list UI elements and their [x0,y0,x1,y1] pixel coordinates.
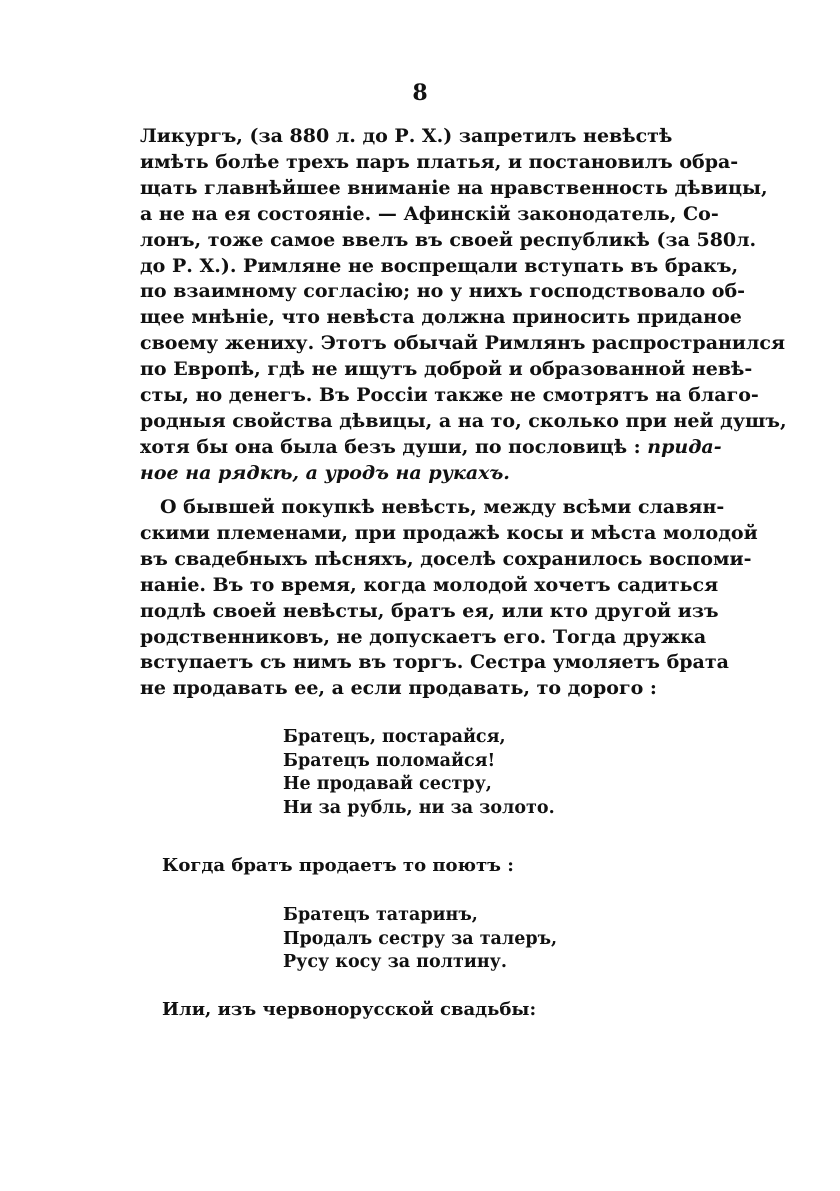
verse-line: Братецъ, постарайся, [283,727,506,747]
text-line: по Европѣ, гдѣ не ищутъ доброй и образованной невѣ- [140,358,753,381]
text-line: не продавать ее, а если продавать, то дорого : [140,677,657,700]
text-line [140,435,722,461]
text-line: щать главнѣйшее вниманіе на нравственность дѣвицы, [140,176,768,199]
text-line: въ свадебныхъ пѣсняхъ, доселѣ сохранилось воспоми- [140,547,752,570]
text-line-plain: хотя бы она была безъ души, по пословицѣ : [140,435,648,458]
verse-line: Ни за рубль, ни за золото. [283,798,555,819]
text-line: сты, но денегъ. Въ Россіи также не смотрятъ на благо- [140,384,759,407]
text-line: до Р. Х.). Римляне не воспрещали вступать въ бракъ, [140,254,739,277]
paragraph-bride-purchase [140,495,758,702]
text-line: вступаетъ съ нимъ въ торгъ. Сестра умоляетъ брата [140,651,729,674]
text-line: а не на ея состояніе. — Афинскій законодатель, Со- [140,202,719,225]
text-line: имѣть болѣе трехъ паръ платья, и постановилъ обра- [140,150,739,173]
verse-line: Братецъ поломайся! [283,750,496,771]
verse-brother-sells [283,904,557,975]
text-line: скими племенами, при продажѣ косы и мѣста молодой [140,521,758,544]
text-line: щее мнѣніе, что невѣста должна приносить приданое [140,306,742,329]
verse-line: Не продавай сестру, [283,774,492,795]
verse-intro-red-ruthenian: Или, изъ червонорусской свадьбы: [162,999,537,1020]
text-line: по взаимному согласію; но у нихъ господствовало об- [140,280,746,303]
verse-intro: Когда братъ продаетъ то поютъ : [162,855,514,876]
verse-line: Русу косу за полтину. [283,952,507,973]
verse-line: Братецъ татаринъ, [283,905,478,925]
proverb-start: прида- [647,435,722,458]
text-line: лонъ, тоже самое ввелъ въ своей республикѣ (за 580л. [140,228,757,251]
text-line: О бывшей покупкѣ невѣсть, между всѣми славян- [160,496,725,518]
page-number: 8 [412,80,428,106]
verse-line: Продалъ сестру за талеръ, [283,928,558,949]
proverb-end: ное на рядкѣ, а уродъ на рукахъ. [140,461,510,484]
text-line: своему жениху. Этотъ обычай Римлянъ распространился [140,332,786,355]
text-line: родныя свойства дѣвицы, а на то, сколько при ней душъ, [140,409,787,432]
text-line: наніе. Въ то время, когда молодой хочетъ садиться [140,573,719,596]
text-line: подлѣ своей невѣсты, братъ ея, или кто другой изъ [140,599,719,622]
text-line: родственниковъ, не допускаетъ его. Тогда дружка [140,625,707,648]
verse-sister-plea [283,726,555,821]
text-line: Ликургъ, (за 880 л. до Р. Х.) запретилъ невѣстѣ [140,125,673,147]
paragraph-lycurgus [140,124,787,487]
